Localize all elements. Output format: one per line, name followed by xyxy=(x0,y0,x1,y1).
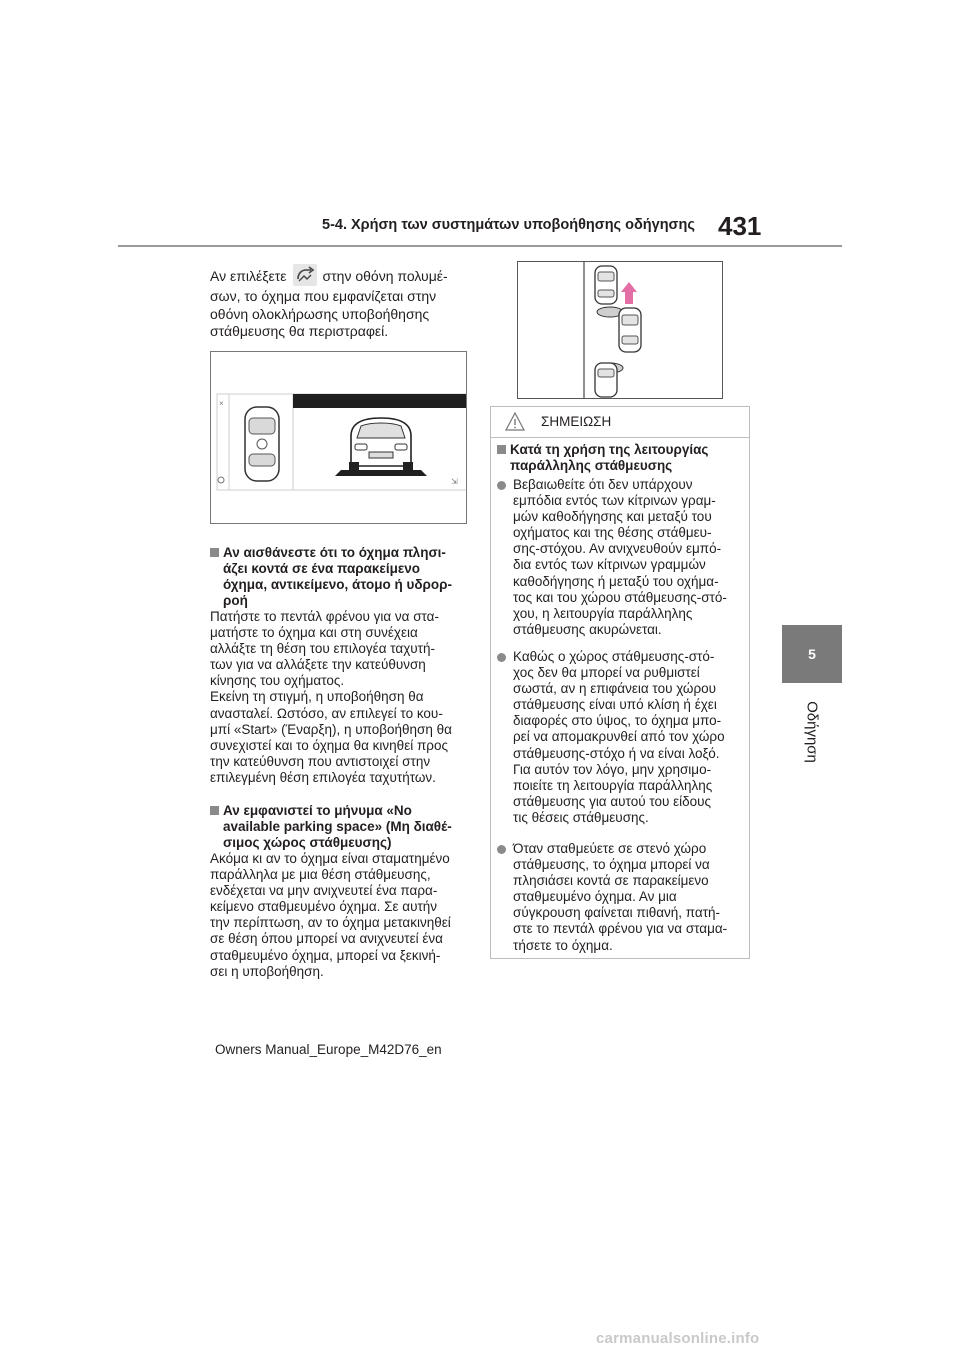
warning-triangle-icon xyxy=(505,412,525,431)
section1-body: Πατήστε το πεντάλ φρένου για να στα- ματήστε το όχημα και στη συνέχεια αλλάξτε τη θέση του επιλογέα ταχυτή- των για να αλλάξετε την κατεύθυνση κίνησης του οχήματος. Εκείνη τη στιγμή, η υποβοήθηση θα ανασταλεί. Ωστόσο, αν επιλεγεί το κου- μπί «Start» (Έναρξη), η υποβοήθηση θα συνεχιστεί και το όχημα θα κινηθεί προς την κατεύθυνση που αντιστοιχεί στην επιλεγμένη θέση επιλογέα ταχυτήτων. xyxy=(210,609,452,785)
chapter-label-box xyxy=(792,692,832,772)
intro-line-3: οθόνη ολοκλήρωσης υποβοήθησης xyxy=(210,305,430,322)
section1-heading: Αν αισθάνεστε ότι το όχημα πλησι- άζει κοντά σε ένα παρακείμενο όχημα, αντικείμενο, άτομο ή υδρορ- ροή xyxy=(210,545,478,609)
header-divider xyxy=(118,245,842,247)
intro-line-4: στάθμευσης θα περιστραφεί. xyxy=(210,323,389,339)
round-bullet-icon xyxy=(497,653,506,662)
section2-heading: Αν εμφανιστεί το μήνυμα «No available parking space» (Μη διαθέ- σιμος χώρος στάθμευσης) xyxy=(210,803,478,851)
rotate-view-icon xyxy=(293,264,317,286)
intro-paragraph xyxy=(210,265,478,341)
square-bullet-icon xyxy=(497,445,506,454)
intro-line-2: σων, το όχημα που εμφανίζεται στην xyxy=(210,288,437,304)
section-vehicle-too-close xyxy=(210,545,478,786)
notice-item-2: Καθώς ο χώρος στάθμευσης-στό- χος δεν θα μπορεί να ρυθμιστεί σωστά, αν η επιφάνεια του χώρου στάθμευσης είναι υπό κλίση ή έχει διαφορές στο ύψος, το όχημα μπο- ρεί να απομακρυνθεί από τον χώρο στάθμευσης-στόχο ή να είναι λοξό. Για αυτόν τον λόγο, μην χρησιμο- ποιείτε τη λειτουργία παράλληλης στάθμευσης για αυτού του είδους τις θέσεις στάθμευσης. xyxy=(497,649,743,826)
notice-header xyxy=(491,407,749,438)
notice-item-3: Όταν σταθμεύετε σε στενό χώρο στάθμευσης, το όχημα μπορεί να πλησιάσει κοντά σε παρακείμενο σταθμευμένο όχημα. Αν μια σύγκρουση φαίνεται πιθανή, πατή- στε το πεντάλ φρένου για να σταμα- τήσετε το όχημα. xyxy=(497,841,743,954)
chapter-label: Οδήγηση xyxy=(803,701,821,763)
square-bullet-icon xyxy=(210,806,219,815)
parking-screen-illustration xyxy=(210,351,467,524)
chapter-tab xyxy=(782,625,842,683)
round-bullet-icon xyxy=(497,481,506,490)
section-no-parking-space xyxy=(210,803,478,980)
parallel-parking-illustration xyxy=(517,261,723,399)
svg-text:×: × xyxy=(219,399,224,408)
footer-manual-id: Owners Manual_Europe_M42D76_en xyxy=(215,1042,442,1057)
square-bullet-icon xyxy=(210,548,219,557)
section-title: 5-4. Χρήση των συστημάτων υποβοήθησης οδήγησης xyxy=(322,217,695,233)
section2-body: Ακόμα κι αν το όχημα είναι σταματημένο παράλληλα με μια θέση στάθμευσης, ενδέχεται να μην ανιχνευτεί ένα παρα- κείμενο σταθμευμένο όχημα. Σε αυτήν την περίπτωση, αν το όχημα μετακινηθεί σε θέση όπου μπορεί να ανιχνευτεί ένα σταθμευμένο όχημα, μπορεί να ξεκινή- σει η υποβοήθηση. xyxy=(210,851,451,979)
notice-label: ΣΗΜΕΙΩΣΗ xyxy=(541,414,612,429)
notice-heading: Κατά τη χρήση της λειτουργίας παράλληλης στάθμευσης xyxy=(497,442,743,474)
chapter-number: 5 xyxy=(808,646,816,662)
round-bullet-icon xyxy=(497,845,506,854)
notice-item-1: Βεβαιωθείτε ότι δεν υπάρχουν εμπόδια εντός των κίτρινων γραμ- μών καθοδήγησης και μεταξύ του οχήματος και της θέσης στάθμευ- σης-στόχου. Αν ανιχνευθούν εμπό- δια εντός των κίτρινων γραμμών καθοδήγησης ή μεταξύ του οχήμα- τος και του χώρου στάθμευσης-στό- χου, η λειτουργία παράλληλης στάθμευσης ακυρώνεται. xyxy=(497,477,743,638)
page-number: 431 xyxy=(718,211,762,241)
svg-text:⇲: ⇲ xyxy=(451,477,458,486)
notice-box xyxy=(490,406,750,959)
intro-line-1: Αν επιλέξετε στην οθόνη πολυμέ- xyxy=(210,265,478,288)
watermark: carmanualsonline.info xyxy=(596,1330,760,1347)
